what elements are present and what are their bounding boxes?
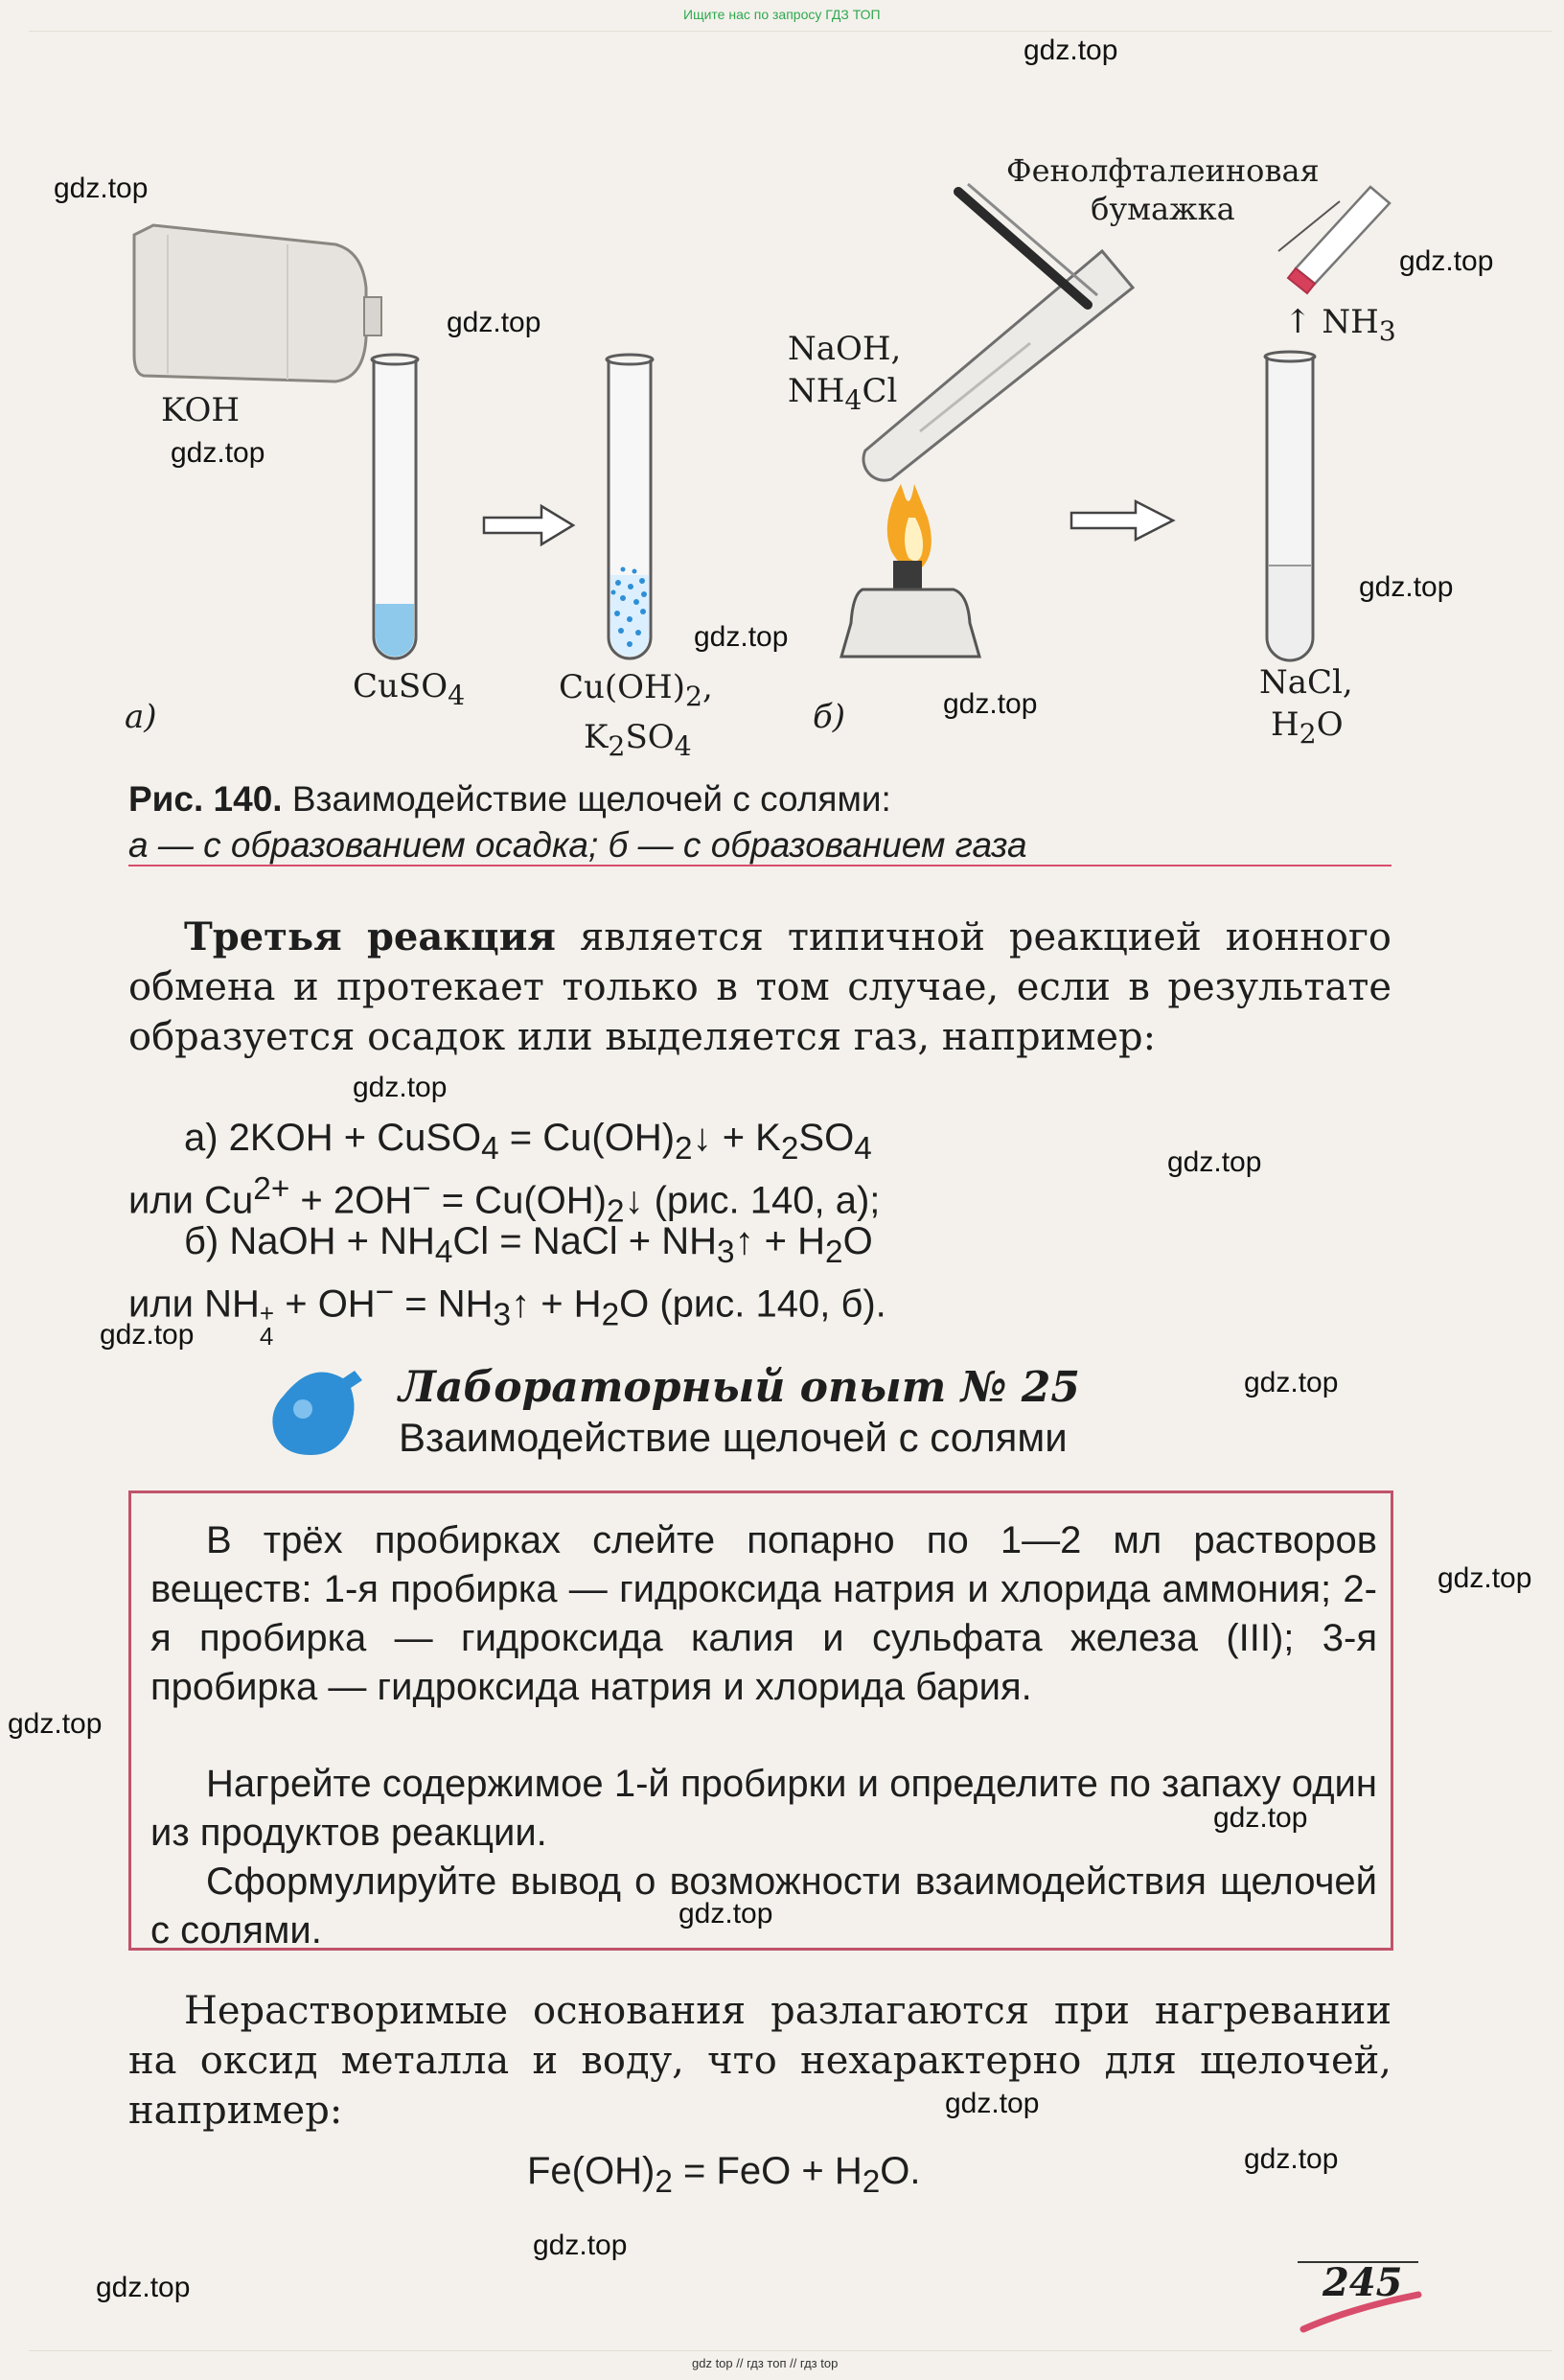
paragraph-third-reaction: Третья реакция является типичной реакцией ионного обмена и протекает только в том случае, если в результате образуется осадок или выделяется газ, например: <box>128 914 1392 1059</box>
lab-step-3: Сформулируйте вывод о возможности взаимодействия щелочей с солями. <box>150 1860 1377 1952</box>
watermark-link[interactable]: gdz.top <box>54 173 149 204</box>
watermark-link[interactable]: gdz.top <box>1399 245 1494 277</box>
label-koh: KOH <box>161 391 241 429</box>
burner-flame <box>887 484 932 569</box>
label-part-b: б) <box>813 698 846 736</box>
lab-subtitle: Взаимодействие щелочей с солями <box>399 1415 1068 1460</box>
reagent-bottle <box>134 225 381 381</box>
label-cuoh2-k2so4: $Cu(OH)_2$, $K_2SO_4$ <box>559 668 713 762</box>
watermark-link[interactable]: gdz.top <box>447 307 541 338</box>
label-nacl-h2o: NaCl, $H_2O$ <box>1259 663 1353 750</box>
label-indicator-paper: Фенолфталеиновая бумажка <box>1006 152 1320 227</box>
watermark-link[interactable]: gdz.top <box>694 621 789 653</box>
test-tube-precipitate <box>607 355 653 659</box>
watermark-link[interactable]: gdz.top <box>1024 35 1118 66</box>
label-nh3: ↑ $NH_3$ <box>1284 303 1396 347</box>
watermark-link[interactable]: gdz.top <box>1244 1367 1339 1398</box>
arrow-right-icon <box>1071 501 1173 540</box>
watermark-link[interactable]: gdz.top <box>96 2272 191 2303</box>
watermark-link[interactable]: gdz.top <box>8 1708 103 1740</box>
watermark-link[interactable]: gdz.top <box>100 1319 195 1351</box>
watermark-link[interactable]: gdz.top <box>353 1072 448 1103</box>
watermark-link[interactable]: gdz.top <box>943 688 1038 720</box>
watermark-link[interactable]: gdz.top <box>1359 571 1454 603</box>
watermark-link[interactable]: gdz.top <box>1213 1802 1308 1834</box>
spirit-burner <box>841 561 979 657</box>
lab-step-2: Нагрейте содержимое 1-й пробирки и определите по запаху один из продуктов реакции. <box>150 1763 1377 1854</box>
heated-test-tube <box>863 251 1133 480</box>
paragraph-insoluble-bases: Нерастворимые основания разлагаются при нагревании на оксид металла и воду, что нехарактерно для щелочей, например: <box>128 1989 1392 2133</box>
equation-a-ionic: или $Cu^{2+} + 2OH^-$ = $Cu(OH)_2↓$ (рис. 140, а); <box>128 1171 881 1230</box>
label-naoh-nh4cl: NaOH, $NH_4Cl$ <box>788 330 902 416</box>
watermark-link[interactable]: gdz.top <box>533 2230 628 2261</box>
arrow-right-icon <box>484 506 573 544</box>
watermark-link[interactable]: gdz.top <box>171 437 265 469</box>
equation-b-ionic: или NH + 4 + $OH^- = NH_3↑ + H_2O$ (рис. 140, б). <box>128 1275 886 1352</box>
test-tube-cuso4 <box>372 355 418 659</box>
watermark-link[interactable]: gdz.top <box>678 1898 773 1929</box>
figure-number: Рис. 140. <box>128 779 283 819</box>
watermark-link[interactable]: gdz.top <box>945 2088 1040 2119</box>
figure-caption: Рис. 140. Взаимодействие щелочей с солями: а — с образованием осадка; б — с образованием газа <box>128 779 1027 865</box>
equation-b-molecular: б) NaOH + $NH_4Cl$ = NaCl + $NH_3↑ + H_2O$ <box>184 1220 873 1270</box>
equation-a-molecular: а) 2KOH + CuSO$_4$ = $Cu(OH)_2↓ + K_2SO_4$ <box>184 1117 872 1167</box>
watermark-link[interactable]: gdz.top <box>1244 2143 1339 2175</box>
equation-fe-oh-2: $Fe(OH)_2$ = FeO + $H_2O$. <box>527 2150 921 2200</box>
lab-title: Лабораторный опыт № 25 <box>399 1363 1081 1412</box>
flask-icon <box>261 1363 376 1468</box>
watermark-link[interactable]: gdz.top <box>1167 1146 1262 1178</box>
bottom-links[interactable]: gdz top // гдз топ // гдз top <box>692 2356 839 2370</box>
up-arrow-icon: ↑ <box>1284 303 1312 341</box>
watermark-link[interactable]: gdz.top <box>1438 1562 1532 1594</box>
label-cuso4: CuSO$_4$ <box>353 667 466 711</box>
label-part-a: а) <box>125 698 157 736</box>
lab-instructions-box <box>128 1490 1393 1951</box>
top-search-hint[interactable]: Ищите нас по запросу ГДЗ ТОП <box>683 7 881 22</box>
lab-step-1: В трёх пробирках слейте попарно по 1—2 мл растворов веществ: 1-я пробирка — гидроксида натрия и хлорида аммония; 2-я пробирка — гидроксида калия и сульфата железа (III); 3-я пробирка — гидроксида натрия и хлорида бария. <box>150 1519 1377 1708</box>
test-tube-nacl <box>1265 352 1315 660</box>
page-number: 245 <box>1322 2260 1403 2305</box>
caption-rule <box>128 865 1392 867</box>
bottom-divider <box>29 2350 1552 2351</box>
